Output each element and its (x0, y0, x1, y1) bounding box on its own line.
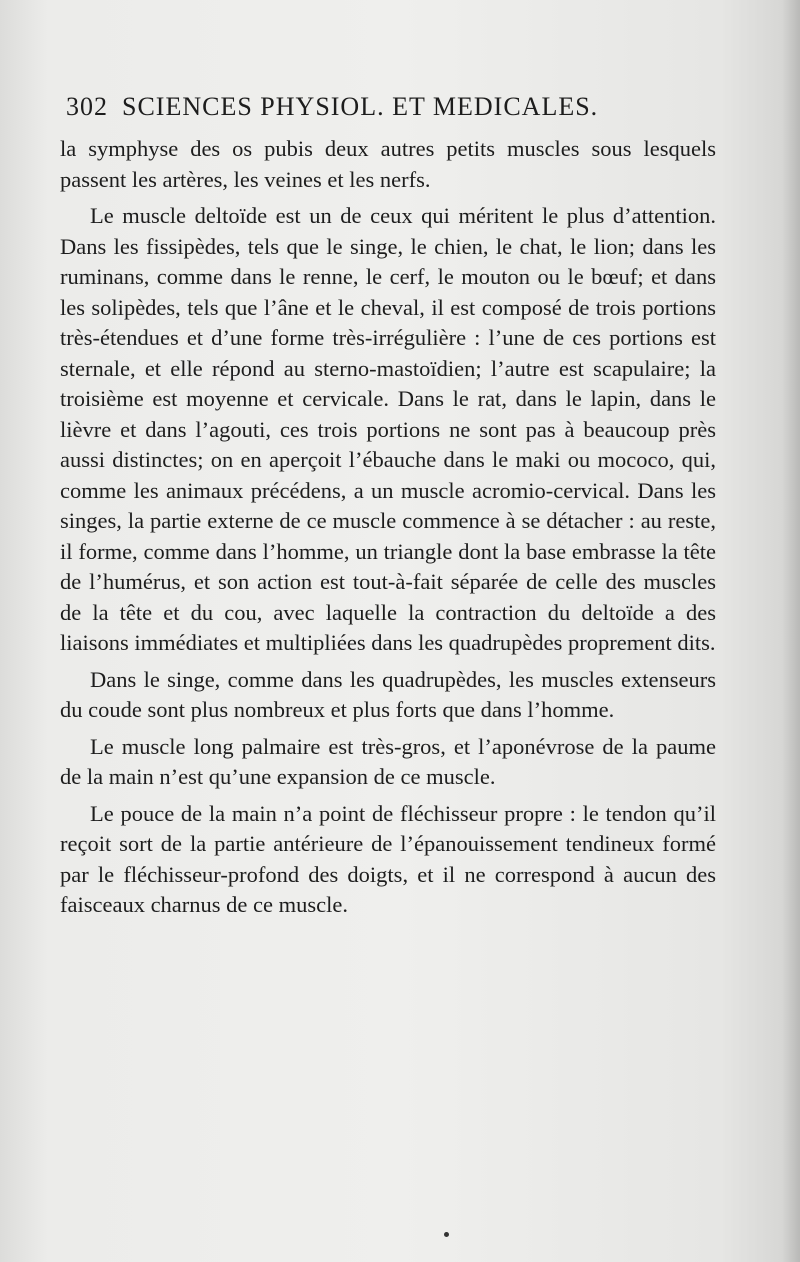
paragraph-thumb: Le pouce de la main n’a point de fléchisseur propre : le tendon qu’il reçoit sort de la partie antérieure de l’épanouissement tendineux formé par le fléchisseur-profond des doigts, et il ne correspond à aucun des faisceaux charnus de ce muscle. (60, 800, 716, 917)
page-number: 302 (66, 92, 108, 121)
print-speck (444, 1232, 449, 1237)
body-text (60, 134, 716, 927)
running-title: SCIENCES PHYSIOL. ET MEDICALES. (122, 92, 599, 121)
paragraph-elbow-extensors: Dans le singe, comme dans les quadrupèdes, les muscles extenseurs du coude sont plus nombreux et plus forts que dans l’homme. (60, 666, 716, 722)
paragraph-deltoid: Le muscle deltoïde est un de ceux qui méritent le plus d’attention. Dans les fissipèdes, tels que le singe, le chien, le chat, le lion; dans les ruminans, comme dans le renne, le cerf, le mouton ou le bœuf; et dans les solipèdes, tels que l’âne et le cheval, il est composé de trois portions très-étendues et d’une forme très-irrégulière : l’une de ces portions est sternale, et elle répond au sterno-mastoïdien; l’autre est scapulaire; la troisième est moyenne et cervicale. Dans le rat, dans le lapin, dans le lièvre et dans l’agouti, ces trois portions ne sont pas à beaucoup près aussi distinctes; on en aperçoit l’ébauche dans le maki ou mococo, qui, comme les animaux précédens, a un muscle acromio-cervical. Dans les singes, la partie externe de ce muscle commence à se détacher : au reste, il forme, comme dans l’homme, un triangle dont la base embrasse la tête de l’humérus, et son action est tout-à-fait séparée de celle des muscles de la tête et du cou, avec laquelle la contraction du deltoïde a des liaisons immédiates et multipliées dans les quadrupèdes proprement dits. (60, 203, 716, 655)
page-gutter-shadow (782, 0, 800, 1262)
paragraph-continued: la symphyse des os pubis deux autres petits muscles sous lesquels passent les artères, les veines et les nerfs. (60, 136, 716, 192)
paragraph-long-palmar: Le muscle long palmaire est très-gros, et l’aponévrose de la paume de la main n’est qu’une expansion de ce muscle. (60, 733, 716, 789)
running-header (66, 92, 676, 122)
